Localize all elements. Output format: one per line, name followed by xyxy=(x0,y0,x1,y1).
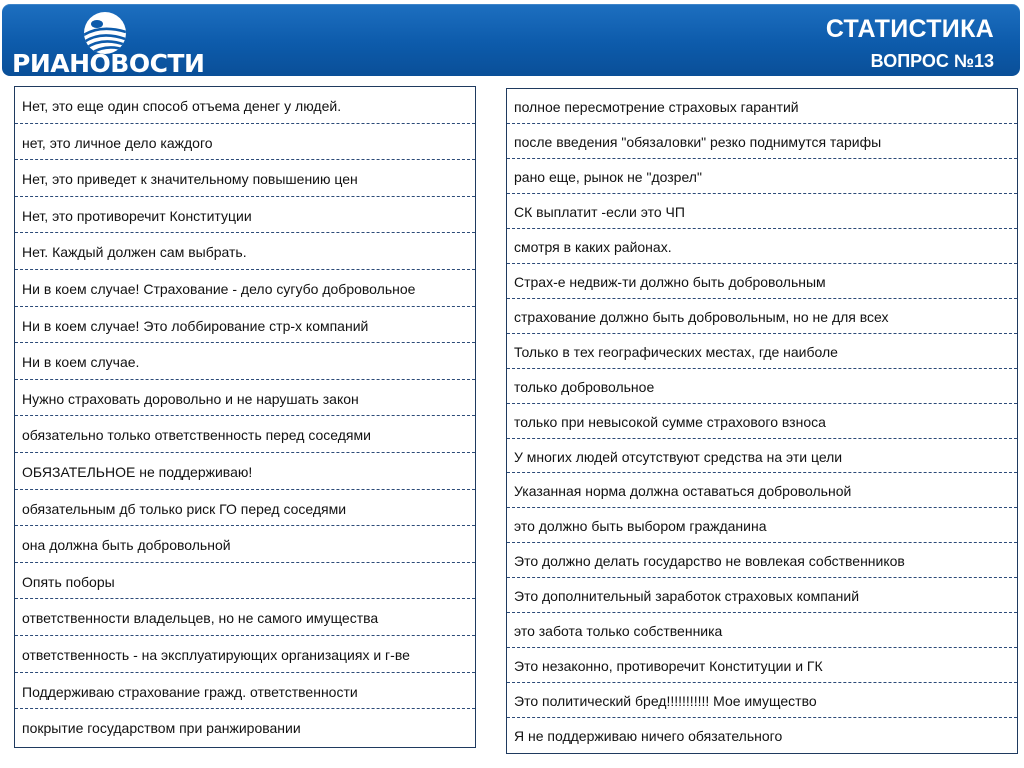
left-answers-list xyxy=(15,87,475,747)
list-item: Нет, это противоречит Конституции xyxy=(22,207,252,224)
list-item: Нужно страховать доровольно и не нарушать закон xyxy=(22,390,359,407)
list-item: Нет. Каждый должен сам выбрать. xyxy=(22,244,247,261)
header-bar xyxy=(2,4,1020,76)
list-item: Опять поборы xyxy=(22,573,115,590)
list-item: ответственности владельцев, но не самого имущества xyxy=(22,610,379,627)
list-item: нет, это личное дело каждого xyxy=(22,134,213,151)
list-item: Это политический бред!!!!!!!!!!! Мое имущество xyxy=(514,693,817,710)
right-answers-table xyxy=(506,88,1018,754)
list-item: страхование должно быть добровольным, но не для всех xyxy=(514,308,889,325)
list-item: Указанная норма должна оставаться добровольной xyxy=(514,483,852,500)
list-item: СК выплатит -если это ЧП xyxy=(514,203,685,220)
list-item: Ни в коем случае! Это лоббирование стр-х компаний xyxy=(22,317,369,334)
list-item: покрытие государством при ранжировании xyxy=(22,720,301,737)
list-item: ОБЯЗАТЕЛЬНОЕ не поддерживаю! xyxy=(22,464,253,480)
right-answers-list xyxy=(507,89,1017,753)
list-item: У многих людей отсутствуют средства на эти цели xyxy=(514,448,843,465)
list-item: обязательным дб только риск ГО перед соседями xyxy=(22,500,347,517)
page-title: СТАТИСТИКА xyxy=(825,15,994,43)
list-item: смотря в каких районах. xyxy=(514,238,672,255)
list-item: Ни в коем случае. xyxy=(22,354,140,371)
list-item: рано еще, рынок не "дозрел" xyxy=(514,168,702,185)
header xyxy=(0,0,1024,80)
list-item: Ни в коем случае! Страхование - дело сугубо добровольное xyxy=(22,281,416,297)
list-item: ответственность - на эксплуатирующих организациях и г-ве xyxy=(22,647,410,663)
list-item: Страх-е недвиж-ти должно быть добровольным xyxy=(514,273,826,290)
list-item: после введения "обязаловки" резко поднимутся тарифы xyxy=(514,133,882,150)
page-subtitle: ВОПРОС №13 xyxy=(870,51,994,71)
left-answers-table xyxy=(14,86,476,748)
list-item: Нет, это приведет к значительному повышению цен xyxy=(22,171,358,188)
list-item: она должна быть добровольной xyxy=(22,537,231,554)
list-item: Это должно делать государство не вовлекая собственников xyxy=(514,553,905,570)
list-item: полное пересмотрение страховых гарантий xyxy=(514,99,799,115)
list-item: Это незаконно, противоречит Конституции и ГК xyxy=(514,658,823,675)
list-item: Поддерживаю страхование гражд. ответственности xyxy=(22,683,358,700)
logo-wordmark: РИАНОВОСТИ xyxy=(12,49,205,78)
list-item: это забота только собственника xyxy=(514,623,723,640)
list-item: Это дополнительный заработок страховых компаний xyxy=(514,588,860,605)
list-item: Только в тех географических местах, где наиболе xyxy=(514,343,838,360)
list-item: это должно быть выбором гражданина xyxy=(514,518,767,535)
list-item: Нет, это еще один способ отъема денег у людей. xyxy=(22,98,342,114)
list-item: Я не поддерживаю ничего обязательного xyxy=(514,728,783,745)
list-item: только при невысокой сумме страхового взноса xyxy=(514,413,826,430)
list-item: обязательно только ответственность перед соседями xyxy=(22,427,371,444)
list-item: только добровольное xyxy=(514,378,655,395)
